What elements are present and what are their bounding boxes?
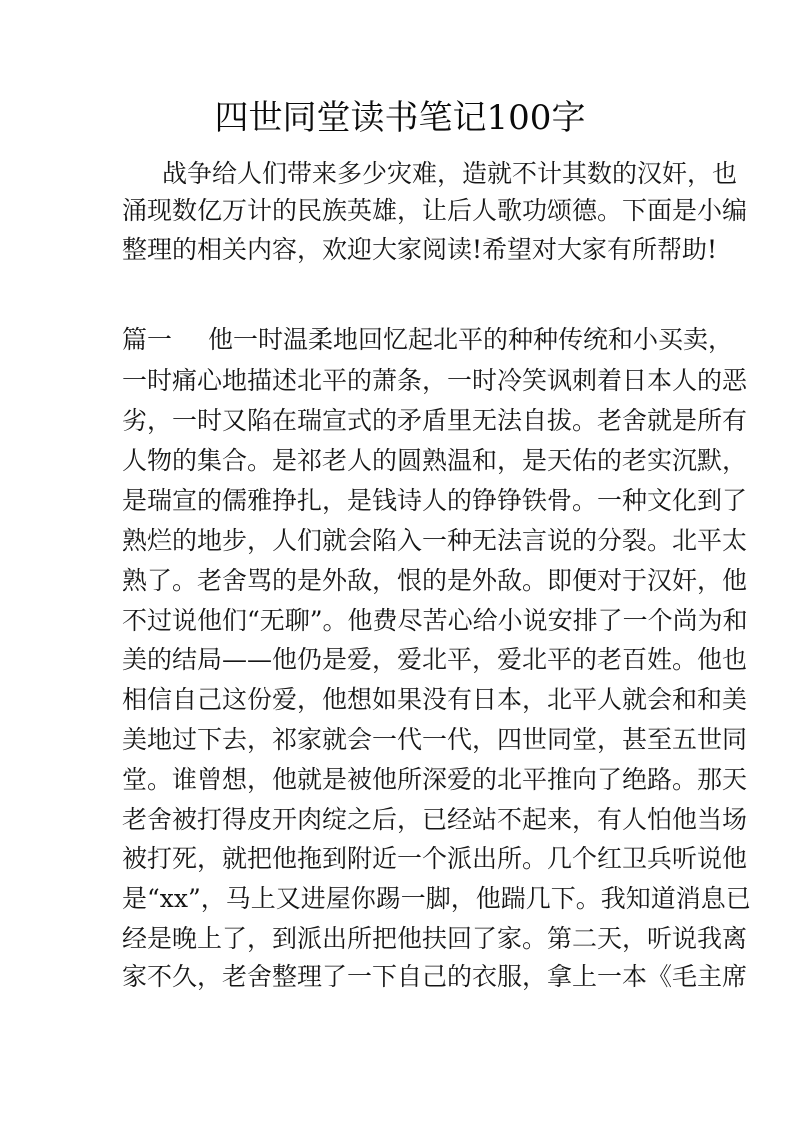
intro-line-2: 涌现数亿万计的民族英雄，让后人歌功颂德。下面是小编 (122, 196, 748, 225)
section-line-14: 被打死，就把他拖到附近一个派出所。几个红卫兵听说他 (122, 844, 748, 873)
section-line-4: 人物的集合。是祁老人的圆熟温和，是天佑的老实沉默， (122, 446, 748, 475)
section-line-15: 是“xx”，马上又进屋你踢一脚，他踹几下。我知道消息已 (122, 884, 751, 913)
section-label: 篇一 (122, 325, 173, 354)
document-title: 四世同堂读书笔记100字 (214, 98, 586, 138)
section-line-10: 相信自己这份爱，他想如果没有日本，北平人就会和和美 (122, 685, 748, 714)
section-line-1: 他一时温柔地回忆起北平的种种传统和小买卖， (208, 325, 734, 354)
section-line-6: 熟烂的地步，人们就会陷入一种无法言说的分裂。北平太 (122, 526, 748, 555)
section-line-5: 是瑞宣的儒雅挣扎，是钱诗人的铮铮铁骨。一种文化到了 (122, 486, 748, 515)
section-line-12: 堂。谁曾想，他就是被他所深爱的北平推向了绝路。那天 (122, 765, 748, 794)
section-line-9: 美的结局——他仍是爱，爱北平，爱北平的老百姓。他也 (122, 645, 748, 674)
section-line-16: 经是晚上了，到派出所把他扶回了家。第二天，听说我离 (122, 924, 748, 953)
section-line-8: 不过说他们“无聊”。他费尽苦心给小说安排了一个尚为和 (122, 606, 748, 635)
intro-line-3: 整理的相关内容，欢迎大家阅读!希望对大家有所帮助! (122, 235, 718, 264)
section-line-13: 老舍被打得皮开肉绽之后，已经站不起来，有人怕他当场 (122, 805, 748, 834)
section-line-3: 劣，一时又陷在瑞宣式的矛盾里无法自拔。老舍就是所有 (122, 406, 748, 435)
section-line-11: 美地过下去，祁家就会一代一代，四世同堂，甚至五世同 (122, 725, 748, 754)
section-line-17: 家不久，老舍整理了一下自己的衣服，拿上一本《毛主席 (122, 962, 748, 991)
section-line-7: 熟了。老舍骂的是外敌，恨的是外敌。即便对于汉奸，他 (122, 566, 748, 595)
section-line-2: 一时痛心地描述北平的萧条，一时冷笑讽刺着日本人的恶 (122, 366, 748, 395)
intro-line-1: 战争给人们带来多少灾难，造就不计其数的汉奸，也 (162, 159, 738, 188)
